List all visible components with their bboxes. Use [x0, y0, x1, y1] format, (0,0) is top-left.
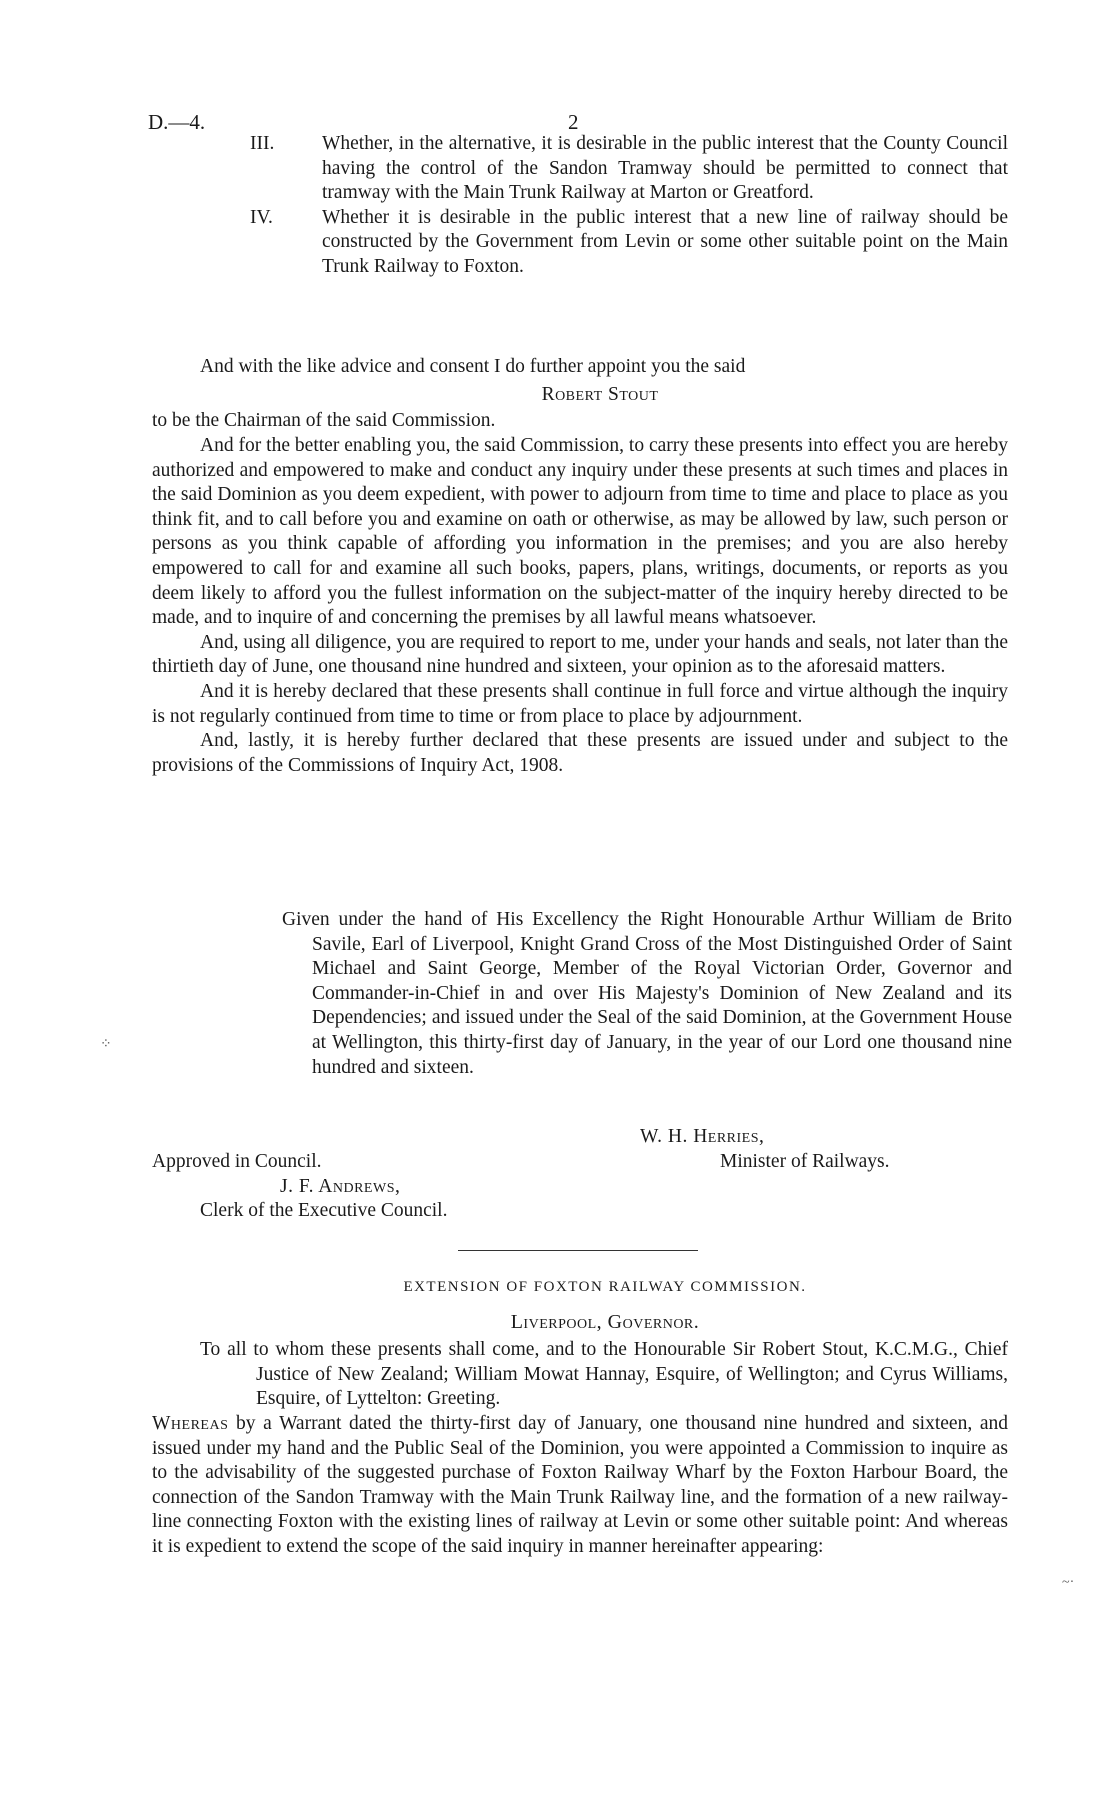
item-text: Whether it is desirable in the public interest that a new line of railway should be constructed by the Government from Levin or some other suitable point on the Main Trunk Railway to Foxton.: [322, 206, 1008, 277]
governor-line: Liverpool, Governor.: [510, 1310, 700, 1333]
chairman-name: Robert Stout: [541, 383, 659, 405]
whereas-paragraph: [152, 1412, 1008, 1560]
page-number: 2: [568, 110, 579, 134]
scan-mark: ~·: [1062, 1575, 1075, 1590]
paragraph-force: And it is hereby declared that these presents shall continue in full force and virtue although the inquiry is not regularly continued from time to time or from place to place by adjournment.: [152, 680, 1008, 727]
document-reference: D.—4.: [148, 110, 206, 134]
item-number: III.: [250, 133, 275, 154]
clerk-title: Clerk of the Executive Council.: [200, 1200, 448, 1222]
minister-name: W. H. Herries,: [640, 1126, 765, 1147]
paragraph-report: And, using all diligence, you are required to report to me, under your hands and seals, not later than the thirtieth day of June, one thousand nine hundred and sixteen, your opinion as to the aforesaid matters.: [152, 631, 1008, 678]
approved-text: Approved in Council.: [152, 1151, 322, 1172]
appoint-tail: to be the Chairman of the said Commission.: [152, 410, 496, 432]
item-iii: [250, 132, 1008, 206]
whereas-word: Whereas: [152, 1412, 229, 1434]
appoint-line: And with the like advice and consent I do further appoint you the said: [200, 356, 746, 377]
section-divider: [458, 1250, 698, 1251]
item-text: Whether, in the alternative, it is desirable in the public interest that the County Council having the control of the Sandon Tramway should be permitted to connect that tramway with the Main Trunk Railway at Marton or Greatford.: [322, 133, 1008, 204]
given-section: [282, 908, 1012, 1080]
scan-mark: ⁘: [100, 1037, 112, 1052]
clerk-name: J. F. Andrews,: [280, 1175, 401, 1197]
body-paragraphs: [152, 434, 1008, 778]
paragraph-act: And, lastly, it is hereby further declared that these presents are issued under and subject to the provisions of the Commissions of Inquiry Act, 1908.: [152, 730, 1008, 776]
extension-title: EXTENSION OF FOXTON RAILWAY COMMISSION.: [403, 1279, 807, 1295]
item-iv: [250, 206, 1008, 280]
paragraph-powers: And for the better enabling you, the said Commission, to carry these presents into effect you are hereby authorized and empowered to make and conduct any inquiry under these presents at such times and places in the said Dominion as you deem expedient, with power to adjourn from time to time and place to place as you think fit, and to call before you and examine on oath or otherwise, as may be allowed by law, such person or persons as you think capable of affording you information in the premises; and you are also hereby empowered to call for and examine all such books, papers, plans, writings, documents, or reports as you deem likely to afford you the fullest information on the subject-matter of the inquiry hereby directed to be made, and to inquire of and concerning the premises by all lawful means whatsoever.: [152, 435, 1008, 629]
council-approval: [152, 1150, 612, 1224]
items-section: [152, 132, 1008, 280]
address-text: To all to whom these presents shall come, and to the Honourable Sir Robert Stout, K.C.M.G., Chief Justice of New Zealand; William Mowat Hannay, Esquire, of Wellington; and Cyrus Williams, Esquire, of Lyttelton: Greeting.: [200, 1339, 1008, 1410]
minister-title: Minister of Railways.: [720, 1150, 890, 1172]
item-number: IV.: [250, 206, 273, 228]
extension-section: [152, 1275, 1008, 1560]
appoint-section: [152, 355, 1008, 434]
whereas-text: by a Warrant dated the thirty-first day of January, one thousand nine hundred and sixteen, and issued under my hand and the Public Seal of the Dominion, you were appointed a Commission to inquire as to the advisability of the suggested purchase of Foxton Railway Wharf by the Foxton Harbour Board, the connection of the Sandon Tramway with the Main Trunk Railway line, and the formation of a new railway-line connecting Foxton with the existing lines of railway at Levin or some other suitable point: And whereas it is expedient to extend the scope of the said inquiry in manner hereinafter appearing:: [152, 1412, 1009, 1557]
given-text: Given under the hand of His Excellency the Right Honourable Arthur William de Brito Savile, Earl of Liverpool, Knight Grand Cross of the Most Distinguished Order of Saint Michael and Saint George, Member of the Royal Victorian Order, Governor and Commander-in-Chief in and over His Majesty's Dominion of New Zealand and its Dependencies; and issued under the Seal of the said Dominion, at the Government House at Wellington, this thirty-first day of January, in the year of our Lord one thousand nine hundred and sixteen.: [282, 909, 1012, 1078]
minister-signature: [640, 1125, 1000, 1174]
